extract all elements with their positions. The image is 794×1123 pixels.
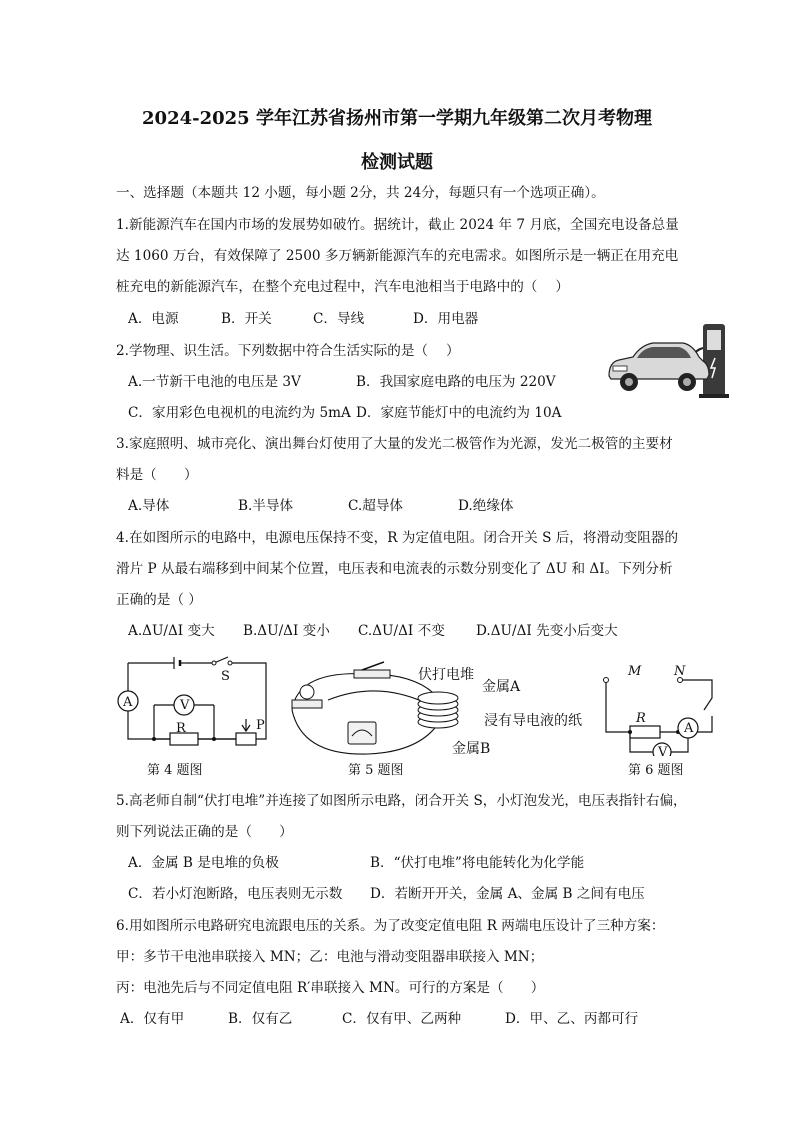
q2-option-a: A.一节新干电池的电压是 3V: [128, 374, 301, 390]
q6-option-c: C．仅有甲、乙两种: [342, 1011, 462, 1027]
q4-option-a: A.ΔU/ΔI 变大: [128, 623, 215, 639]
voltmeter-icon: [348, 722, 376, 744]
rheostat-symbol: [236, 733, 256, 745]
q1-line1: 1.新能源汽车在国内市场的发展势如破竹。据统计，截止 2024 年 7 月底，全国充电设备总量: [116, 217, 679, 233]
q1-line2: 达 1060 万台，有效保障了 2500 多万辆新能源汽车的充电需求。如图所示是一辆正在用充电: [116, 248, 679, 264]
q5-option-b: B．“伏打电堆”将电能转化为化学能: [370, 855, 585, 871]
q4-option-b: B.ΔU/ΔI 变小: [243, 623, 330, 639]
q6-line3: 丙：电池先后与不同定值电阻 R′串联接入 MN。可行的方案是（ ）: [116, 980, 545, 996]
fig4-slider-label: P: [256, 718, 265, 733]
q4-option-d: D.ΔU/ΔI 先变小后变大: [476, 623, 618, 639]
q1-option-c: C．导线: [313, 311, 365, 327]
q1-line3: 桩充电的新能源汽车，在整个充电过程中，汽车电池相当于电路中的（ ）: [116, 279, 569, 295]
q2-option-d: D．家庭节能灯中的电流约为 10A: [356, 405, 562, 421]
fig4-voltmeter-label: V: [180, 698, 190, 713]
fig5-pile-label: 伏打电堆: [418, 667, 474, 683]
q4-line3: 正确的是（ ）: [116, 592, 202, 608]
fig5-metal-a-label: 金属A: [482, 679, 521, 695]
fig6-r-label: R: [636, 711, 646, 726]
q1-option-a: A．电源: [128, 311, 179, 327]
pile-stack-icon: [418, 692, 458, 728]
q3-option-c: C.超导体: [348, 498, 404, 514]
q2-option-c: C．家用彩色电视机的电流约为 5mA: [128, 405, 351, 421]
fig6-voltmeter-label: V: [658, 745, 668, 760]
q4-line2: 滑片 P 从最右端移到中间某个位置，电压表和电流表的示数分别变化了 ΔU 和 ΔI。下列分析: [116, 561, 673, 577]
switch-icon: [354, 662, 390, 678]
q1-option-b: B．开关: [221, 311, 272, 327]
q6-line2: 甲：多节干电池串联接入 MN；乙：电池与滑动变阻器串联接入 MN；: [116, 949, 544, 965]
q1-option-d: D．用电器: [413, 311, 479, 327]
fig6-resistor-symbol: [630, 726, 660, 738]
q6-line1: 6.用如图所示电路研究电流跟电压的关系。为了改变定值电阻 R 两端电压设计了三种方案：: [116, 918, 665, 934]
car-charging-figure: [603, 318, 753, 402]
fig6-m-label: M: [628, 664, 642, 679]
fig5-metal-b-label: 金属B: [452, 741, 491, 757]
q6-option-b: B．仅有乙: [228, 1011, 293, 1027]
q3-option-d: D.绝缘体: [458, 498, 514, 514]
q3-line2: 料是（ ）: [116, 467, 198, 483]
q2-line1: 2.学物理、识生活。下列数据中符合生活实际的是（ ）: [116, 343, 460, 359]
page-subtitle: 检测试题: [361, 152, 433, 173]
fig6-ammeter-label: A: [684, 721, 694, 736]
fig4-caption: 第 4 题图: [147, 763, 203, 778]
figure-4-circuit: [114, 655, 274, 747]
q5-option-c: C．若小灯泡断路，电压表则无示数: [128, 886, 343, 902]
fig4-switch-label: S: [221, 669, 230, 684]
fig6-n-label: N: [674, 664, 686, 679]
q3-line1: 3.家庭照明、城市亮化、演出舞台灯使用了大量的发光二极管作为光源，发光二极管的主要材: [116, 436, 673, 452]
page-title: 2024-2025 学年江苏省扬州市第一学期九年级第二次月考物理: [142, 108, 652, 129]
q3-option-b: B.半导体: [238, 498, 294, 514]
q4-line1: 4.在如图所示的电路中，电源电压保持不变，R 为定值电阻。闭合开关 S 后，将滑动变阻器的: [116, 530, 679, 546]
figure-6-circuit: [600, 660, 730, 756]
fig5-caption: 第 5 题图: [348, 763, 404, 778]
q5-line1: 5.高老师自制“伏打电堆”并连接了如图所示电路，闭合开关 S，小灯泡发光，电压表指针右偏，: [116, 793, 687, 809]
q2-option-b: B．我国家庭电路的电压为 220V: [356, 374, 556, 390]
section-heading: 一、选择题（本题共 12 小题，每小题 2分，共 24分，每题只有一个选项正确）。: [116, 185, 605, 201]
fig5-paper-label: 浸有导电液的纸: [484, 713, 582, 729]
fig4-resistor-label: R: [176, 721, 186, 736]
car-icon: [609, 343, 709, 391]
q6-option-d: D．甲、乙、丙都可行: [505, 1011, 639, 1027]
fig4-ammeter-label: A: [123, 695, 133, 710]
q3-option-a: A.导体: [128, 498, 170, 514]
q5-option-d: D．若断开开关，金属 A、金属 B 之间有电压: [370, 886, 645, 902]
q5-line2: 则下列说法正确的是（ ）: [116, 824, 293, 840]
q6-option-a: A．仅有甲: [120, 1011, 185, 1027]
fig6-caption: 第 6 题图: [628, 763, 684, 778]
q4-option-c: C.ΔU/ΔI 不变: [358, 623, 445, 639]
q5-option-a: A．金属 B 是电堆的负极: [128, 855, 279, 871]
